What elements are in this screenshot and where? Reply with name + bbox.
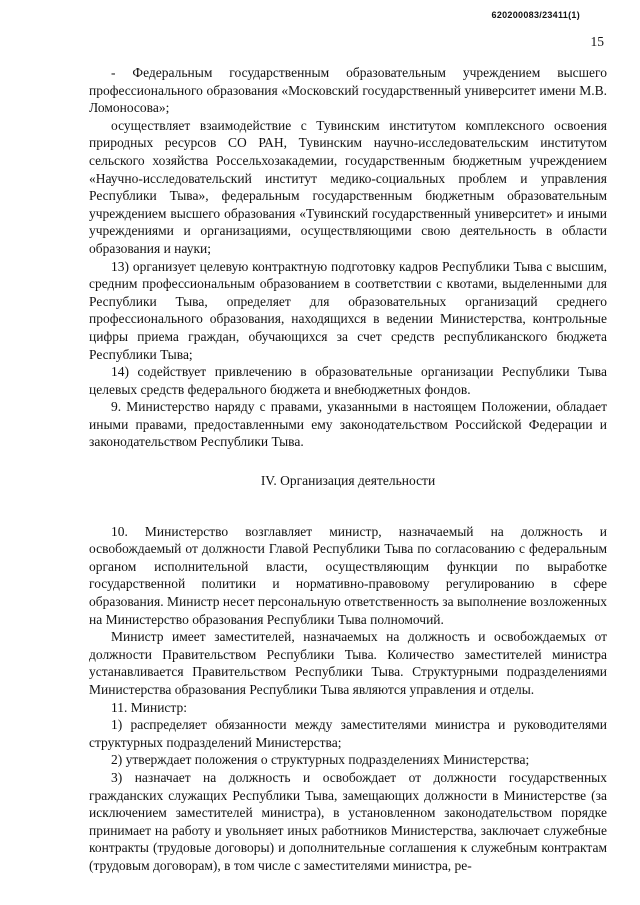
paragraph: 10. Министерство возглавляет министр, назначаемый на должность и освобождаемый от должности Главой Республики Тыва по согласованию с федеральным органом исполнительной власти, осуществляющим функции по выработке государственной политики и нормативно-правовому регулированию в сфере образования. Министр несет персональную ответственность за выполнение возложенных на Министерство образования Республики Тыва полномочий. [89, 523, 607, 627]
document-body [89, 64, 607, 875]
paragraph: - Федеральным государственным образовательным учреждением высшего профессионального образования «Московский государственный университет имени М.В. Ломоносова»; [89, 65, 607, 116]
paragraph: 1) распределяет обязанности между заместителями министра и руководителями структурных подразделений Министерства; [89, 717, 607, 750]
paragraph: 14) содействует привлечению в образовательные организации Республики Тыва целевых средств федерального бюджета и внебюджетных фондов. [89, 364, 607, 397]
paragraph: 11. Министр: [111, 699, 187, 715]
paragraph: Министр имеет заместителей, назначаемых на должность и освобождаемых от должности Правительством Республики Тыва. Количество заместителей министра устанавливается Правительством Республики Тыва. Структурными подразделениями Министерства образования Республики Тыва являются управления и отделы. [89, 629, 607, 697]
page-number: 15 [590, 34, 604, 49]
paragraph: 9. Министерство наряду с правами, указанными в настоящем Положении, обладает иными правами, предоставленными ему законодательством Российской Федерации и законодательством Республики Тыва. [89, 399, 607, 450]
paragraph: осуществляет взаимодействие с Тувинским институтом комплексного освоения природных ресурсов СО РАН, Тувинским научно-исследовательским институтом сельского хозяйства Россельхозакадемии, государственным бюджетным учреждением «Научно-исследовательский институт медико-социальных проблем и управления Республики Тыва», федеральным государственным бюджетным образовательным учреждением высшего образования «Тувинский государственный университет» и иными учреждениями и организациями, осуществляющими свою деятельность в области образования и науки; [89, 117, 607, 256]
paragraph: 3) назначает на должность и освобождает от должности государственных гражданских служащих Республики Тыва, замещающих должности в Министерстве (за исключением заместителей министра), в установленном законодательством порядке принимает на работу и увольняет иных работников Министерства, заключает служебные контракты (трудовые договоры) и дополнительные соглашения к служебным контрактам (трудовым договорам), в том числе с заместителями министра, ре- [89, 769, 607, 873]
paragraph: 2) утверждает положения о структурных подразделениях Министерства; [111, 752, 530, 768]
document-id: 620200083/23411(1) [491, 10, 580, 20]
paragraph: 13) организует целевую контрактную подготовку кадров Республики Тыва с высшим, средним профессиональным образованием в соответствии с квотами, выделенными для Республики Тыва, определяет для образовательных организаций среднего профессионального образования, находящихся в ведении Министерства, контрольные цифры приема граждан, обучающихся за счет средств республиканского бюджета Республики Тыва; [89, 258, 607, 362]
section-heading: IV. Организация деятельности [260, 473, 436, 489]
